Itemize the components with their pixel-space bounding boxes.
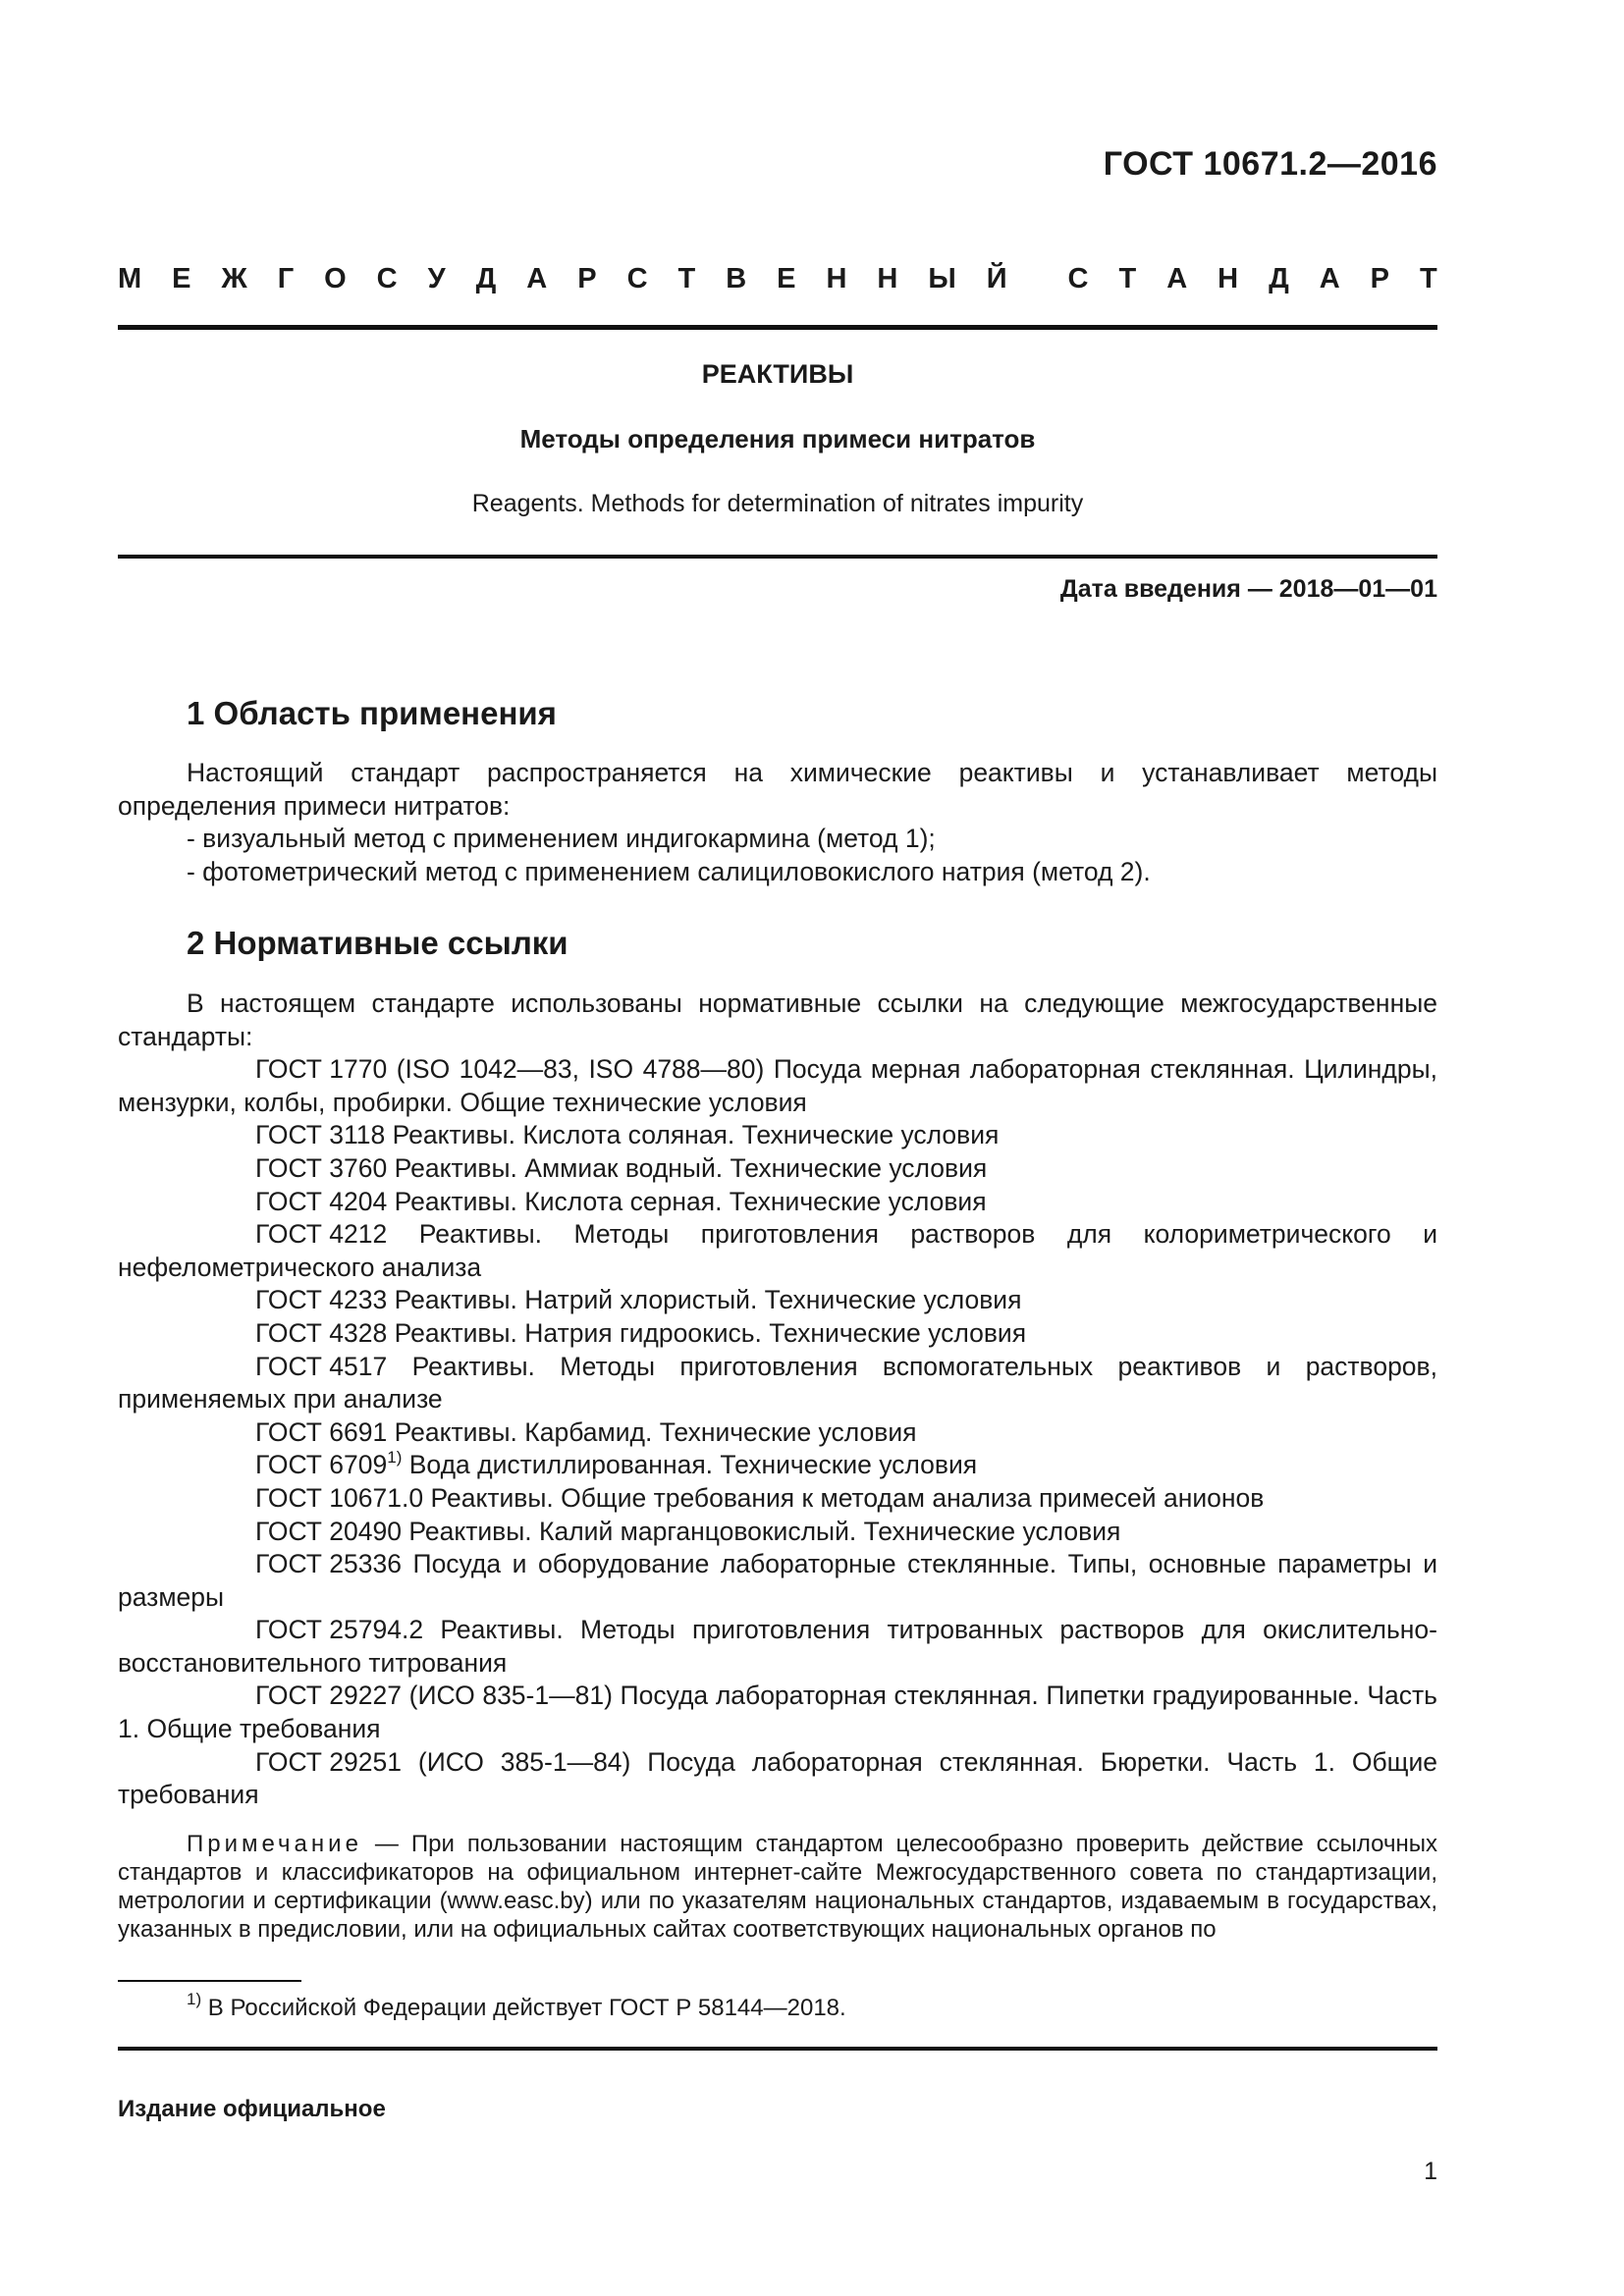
method-1-item: - визуальный метод с применением индигокармина (метод 1); xyxy=(187,824,936,854)
reference-item xyxy=(118,1218,1437,1284)
method-2-item: - фотометрический метод с применением салициловокислого натрия (метод 2). xyxy=(187,856,1151,886)
standard-type-letter: Ж xyxy=(221,263,247,294)
reference-text: Реактивы. Методы приготовления титрованных растворов для окислительно-восстановительного титрования xyxy=(118,1615,1437,1678)
section-2-intro: В настоящем стандарте использованы нормативные ссылки на следующие межгосударственные стандарты: xyxy=(118,988,1437,1051)
note-label: Примечание xyxy=(187,1831,362,1857)
reference-text: (ИСО 385-1—84) Посуда лабораторная стеклянная. Бюретки. Часть 1. Общие требования xyxy=(118,1746,1437,1810)
footnote-marker: 1) xyxy=(387,1448,403,1468)
standard-type-letter: У xyxy=(427,263,446,294)
standard-type-letter: М xyxy=(118,263,142,294)
reference-item xyxy=(118,1746,1437,1812)
reference-text: Реактивы. Калий марганцовокислый. Технические условия xyxy=(408,1516,1121,1546)
standard-type-letter: А xyxy=(526,263,548,294)
page-number: 1 xyxy=(1424,2158,1437,2185)
footer-rule xyxy=(118,2047,1437,2051)
reference-item xyxy=(118,1449,1437,1482)
reference-item xyxy=(118,1186,1437,1219)
standard-type-letter: С xyxy=(1067,263,1089,294)
standard-type-letter: Й xyxy=(986,263,1007,294)
document-number: ГОСТ 10671.2—2016 xyxy=(1103,145,1437,183)
reference-text: Реактивы. Методы приготовления растворов для колориметрического и нефелометрического анализа xyxy=(118,1219,1437,1282)
reference-code: ГОСТ 6691 xyxy=(255,1416,388,1447)
reference-text: Реактивы. Общие требования к методам анализа примесей анионов xyxy=(430,1482,1265,1513)
standard-type-letter: Т xyxy=(677,263,696,294)
introduction-date: Дата введения — 2018—01—01 xyxy=(1059,575,1437,603)
reference-code: ГОСТ 4517 xyxy=(255,1351,388,1381)
reference-item xyxy=(118,1482,1437,1516)
reference-text: Реактивы. Методы приготовления вспомогательных реактивов и растворов, применяемых при анализе xyxy=(118,1351,1437,1415)
reference-text: Реактивы. Натрий хлористый. Технические условия xyxy=(394,1285,1022,1315)
reference-item xyxy=(118,1614,1437,1680)
footnote xyxy=(187,1990,846,2022)
reference-text: Реактивы. Карбамид. Технические условия xyxy=(394,1416,917,1447)
standard-type-letter: С xyxy=(626,263,648,294)
reference-code: ГОСТ 3118 xyxy=(255,1120,386,1150)
reference-text: Вода дистиллированная. Технические условия xyxy=(408,1450,978,1480)
reference-code: ГОСТ 29251 xyxy=(255,1746,402,1777)
reference-text: Реактивы. Натрия гидроокись. Технические условия xyxy=(394,1317,1027,1348)
standard-type-letter: С xyxy=(376,263,398,294)
reference-code: ГОСТ 4204 xyxy=(255,1186,388,1216)
reference-code: ГОСТ 6709 xyxy=(255,1450,388,1480)
reference-code: ГОСТ 10671.0 xyxy=(255,1482,424,1513)
standard-type-letter: Г xyxy=(277,263,295,294)
reference-item xyxy=(118,1152,1437,1186)
section-2-body xyxy=(118,988,1437,1812)
note-paragraph xyxy=(118,1830,1437,1944)
note-block xyxy=(118,1830,1437,1944)
reference-code: ГОСТ 4212 xyxy=(255,1219,388,1250)
standard-type-letter: В xyxy=(726,263,747,294)
reference-text: (ИСО 835-1—81) Посуда лабораторная стеклянная. Пипетки градуированные. Часть 1. Общие требования xyxy=(118,1681,1437,1744)
standard-type-letter: Ы xyxy=(928,263,956,294)
footnote-rule xyxy=(118,1980,301,1982)
reference-code: ГОСТ 20490 xyxy=(255,1516,402,1546)
standard-type-letter: Н xyxy=(826,263,847,294)
reference-text: Реактивы. Кислота соляная. Технические условия xyxy=(392,1120,1000,1150)
standard-type-letter: Р xyxy=(577,263,597,294)
reference-text: Реактивы. Аммиак водный. Технические условия xyxy=(394,1152,988,1183)
standard-type-heading xyxy=(118,263,1437,295)
standard-type-letter: Е xyxy=(777,263,796,294)
standard-type-letter: Т xyxy=(1419,263,1437,294)
section-1-paragraph: Настоящий стандарт распространяется на химические реактивы и устанавливает методы определения примеси нитратов: xyxy=(118,758,1437,821)
reference-item xyxy=(118,1351,1437,1416)
document-title: РЕАКТИВЫ xyxy=(701,359,854,389)
standard-type-letter: О xyxy=(324,263,347,294)
reference-item xyxy=(118,1119,1437,1152)
standard-type-letter: Т xyxy=(1118,263,1137,294)
reference-code: ГОСТ 4233 xyxy=(255,1285,388,1315)
title-rule xyxy=(118,555,1437,559)
reference-code: ГОСТ 4328 xyxy=(255,1317,388,1348)
standard-type-letter: Р xyxy=(1370,263,1389,294)
document-subtitle: Методы определения примеси нитратов xyxy=(519,424,1036,454)
reference-text: Реактивы. Кислота серная. Технические условия xyxy=(394,1186,987,1216)
standard-type-letter: А xyxy=(1319,263,1340,294)
standard-type-letter: Д xyxy=(1269,263,1289,294)
reference-item xyxy=(118,1516,1437,1549)
note-text: — При пользовании настоящим стандартом целесообразно проверить действие ссылочных стандартов и классификаторов на официальном интернет-сайте Межгосударственного совета по стандартизации, метрологии и сертификации (www.easc.by) или по указателям национальных стандартов, издаваемым в государствах, указанных в предисловии, или на официальных сайтах соответствующих национальных органов по xyxy=(118,1831,1438,1943)
standard-type-letter: Е xyxy=(172,263,191,294)
reference-item xyxy=(118,1317,1437,1351)
standard-type-letter: Д xyxy=(475,263,497,294)
reference-item xyxy=(118,1053,1437,1119)
section-1-heading: 1 Область применения xyxy=(187,695,557,731)
footnote-text: В Российской Федерации действует ГОСТ Р 58144—2018. xyxy=(207,1995,846,2021)
reference-item xyxy=(118,1680,1437,1745)
reference-code: ГОСТ 1770 xyxy=(255,1054,388,1085)
english-title: Reagents. Methods for determination of nitrates impurity xyxy=(471,490,1084,517)
reference-text: Посуда и оборудование лабораторные стеклянные. Типы, основные параметры и размеры xyxy=(118,1549,1437,1612)
section-2-heading: 2 Нормативные ссылки xyxy=(187,925,568,961)
reference-item xyxy=(118,1284,1437,1317)
header-rule xyxy=(118,325,1437,330)
reference-item xyxy=(118,1416,1437,1450)
section-1-body xyxy=(118,757,1437,888)
reference-code: ГОСТ 3760 xyxy=(255,1152,388,1183)
reference-code: ГОСТ 29227 xyxy=(255,1681,402,1711)
reference-code: ГОСТ 25794.2 xyxy=(255,1615,424,1645)
standard-type-letter: Н xyxy=(1218,263,1239,294)
reference-text: (ISO 1042—83, ISO 4788—80) Посуда мерная лабораторная стеклянная. Цилиндры, мензурки, колбы, пробирки. Общие технические условия xyxy=(118,1054,1437,1117)
standard-type-letter: Н xyxy=(877,263,898,294)
standard-type-letter: А xyxy=(1166,263,1188,294)
edition-label: Издание официальное xyxy=(118,2096,386,2122)
reference-item xyxy=(118,1548,1437,1614)
reference-code: ГОСТ 25336 xyxy=(255,1549,402,1579)
footnote-marker: 1) xyxy=(187,1990,202,2008)
